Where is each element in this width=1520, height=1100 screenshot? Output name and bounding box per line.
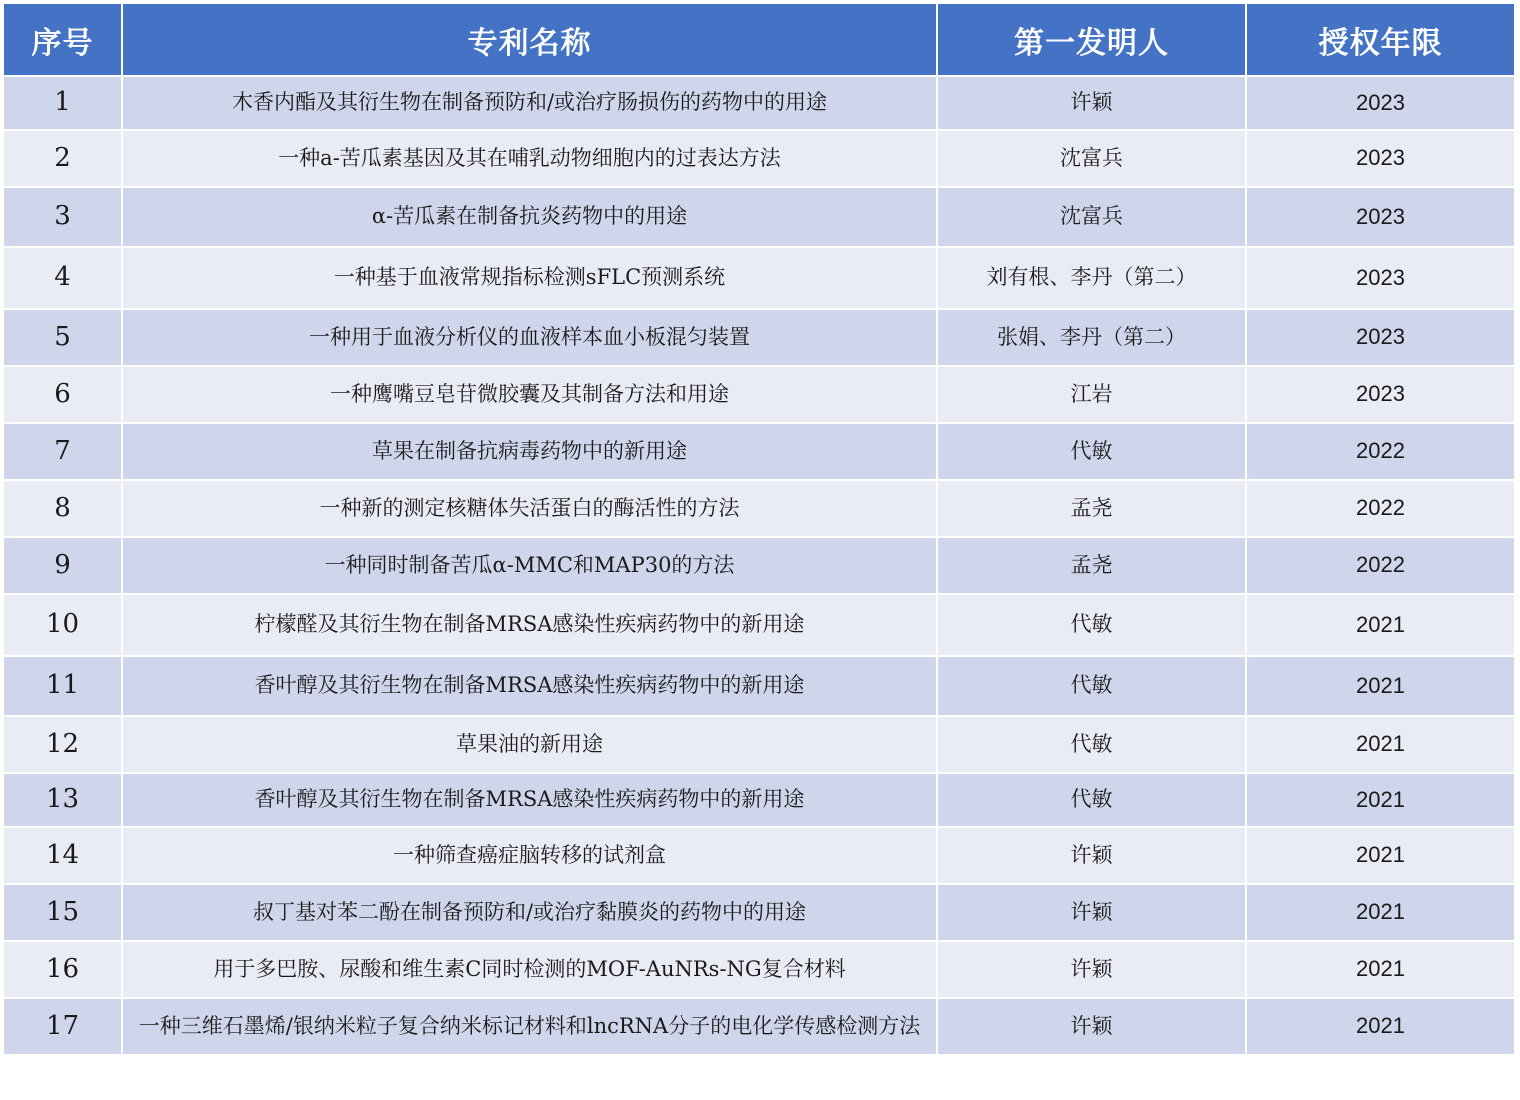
cell-grant-year: 2023: [1246, 247, 1515, 309]
cell-index: 9: [3, 537, 122, 594]
table-row: [3, 366, 1515, 423]
header-patent-name: 专利名称: [122, 3, 937, 76]
table-row: [3, 656, 1515, 716]
header-index: 序号: [3, 3, 122, 76]
cell-index: 16: [3, 941, 122, 998]
table-row: [3, 773, 1515, 827]
cell-index: 12: [3, 716, 122, 773]
table-row: [3, 537, 1515, 594]
cell-first-inventor: 刘有根、李丹（第二）: [937, 247, 1246, 309]
cell-grant-year: 2022: [1246, 480, 1515, 537]
table-body: [3, 76, 1515, 1055]
table-row: [3, 998, 1515, 1055]
cell-patent-name: 用于多巴胺、尿酸和维生素C同时检测的MOF-AuNRs-NG复合材料: [122, 941, 937, 998]
cell-patent-name: 叔丁基对苯二酚在制备预防和/或治疗黏膜炎的药物中的用途: [122, 884, 937, 941]
cell-grant-year: 2021: [1246, 773, 1515, 827]
table-row: [3, 76, 1515, 130]
cell-index: 5: [3, 309, 122, 366]
cell-grant-year: 2021: [1246, 827, 1515, 884]
cell-grant-year: 2022: [1246, 537, 1515, 594]
cell-index: 6: [3, 366, 122, 423]
cell-first-inventor: 代敏: [937, 716, 1246, 773]
table-row: [3, 827, 1515, 884]
cell-grant-year: 2021: [1246, 594, 1515, 656]
cell-grant-year: 2023: [1246, 187, 1515, 247]
cell-first-inventor: 许颖: [937, 76, 1246, 130]
cell-first-inventor: 孟尧: [937, 480, 1246, 537]
cell-grant-year: 2021: [1246, 884, 1515, 941]
cell-grant-year: 2023: [1246, 366, 1515, 423]
cell-first-inventor: 孟尧: [937, 537, 1246, 594]
cell-index: 4: [3, 247, 122, 309]
cell-grant-year: 2023: [1246, 130, 1515, 187]
cell-index: 3: [3, 187, 122, 247]
cell-index: 15: [3, 884, 122, 941]
cell-index: 1: [3, 76, 122, 130]
cell-first-inventor: 许颖: [937, 998, 1246, 1055]
cell-patent-name: 一种同时制备苦瓜α-MMC和MAP30的方法: [122, 537, 937, 594]
patent-table: [2, 2, 1516, 1056]
table-row: [3, 130, 1515, 187]
cell-index: 17: [3, 998, 122, 1055]
table-header: [3, 3, 1515, 76]
header-row: [3, 3, 1515, 76]
cell-first-inventor: 张娟、李丹（第二）: [937, 309, 1246, 366]
table-row: [3, 187, 1515, 247]
cell-index: 14: [3, 827, 122, 884]
table-row: [3, 716, 1515, 773]
cell-first-inventor: 许颖: [937, 827, 1246, 884]
cell-patent-name: α-苦瓜素在制备抗炎药物中的用途: [122, 187, 937, 247]
cell-first-inventor: 沈富兵: [937, 187, 1246, 247]
cell-patent-name: 木香内酯及其衍生物在制备预防和/或治疗肠损伤的药物中的用途: [122, 76, 937, 130]
cell-first-inventor: 代敏: [937, 594, 1246, 656]
table-row: [3, 309, 1515, 366]
cell-patent-name: 香叶醇及其衍生物在制备MRSA感染性疾病药物中的新用途: [122, 656, 937, 716]
cell-grant-year: 2021: [1246, 656, 1515, 716]
cell-patent-name: 草果在制备抗病毒药物中的新用途: [122, 423, 937, 480]
cell-first-inventor: 许颖: [937, 884, 1246, 941]
cell-first-inventor: 代敏: [937, 423, 1246, 480]
cell-index: 8: [3, 480, 122, 537]
table-row: [3, 247, 1515, 309]
table-row: [3, 941, 1515, 998]
table-row: [3, 884, 1515, 941]
cell-patent-name: 一种筛查癌症脑转移的试剂盒: [122, 827, 937, 884]
cell-grant-year: 2021: [1246, 998, 1515, 1055]
header-grant-year: 授权年限: [1246, 3, 1515, 76]
cell-index: 7: [3, 423, 122, 480]
cell-patent-name: 香叶醇及其衍生物在制备MRSA感染性疾病药物中的新用途: [122, 773, 937, 827]
cell-grant-year: 2022: [1246, 423, 1515, 480]
cell-patent-name: 柠檬醛及其衍生物在制备MRSA感染性疾病药物中的新用途: [122, 594, 937, 656]
table-row: [3, 480, 1515, 537]
cell-patent-name: 一种用于血液分析仪的血液样本血小板混匀装置: [122, 309, 937, 366]
cell-index: 13: [3, 773, 122, 827]
cell-grant-year: 2023: [1246, 76, 1515, 130]
cell-patent-name: 一种a-苦瓜素基因及其在哺乳动物细胞内的过表达方法: [122, 130, 937, 187]
cell-first-inventor: 沈富兵: [937, 130, 1246, 187]
cell-patent-name: 一种鹰嘴豆皂苷微胶囊及其制备方法和用途: [122, 366, 937, 423]
cell-grant-year: 2021: [1246, 941, 1515, 998]
cell-patent-name: 一种基于血液常规指标检测sFLC预测系统: [122, 247, 937, 309]
cell-first-inventor: 许颖: [937, 941, 1246, 998]
header-first-inventor: 第一发明人: [937, 3, 1246, 76]
cell-patent-name: 草果油的新用途: [122, 716, 937, 773]
table-row: [3, 594, 1515, 656]
cell-grant-year: 2023: [1246, 309, 1515, 366]
cell-index: 10: [3, 594, 122, 656]
cell-patent-name: 一种三维石墨烯/银纳米粒子复合纳米标记材料和lncRNA分子的电化学传感检测方法: [122, 998, 937, 1055]
cell-first-inventor: 江岩: [937, 366, 1246, 423]
cell-grant-year: 2021: [1246, 716, 1515, 773]
cell-first-inventor: 代敏: [937, 656, 1246, 716]
cell-first-inventor: 代敏: [937, 773, 1246, 827]
cell-index: 11: [3, 656, 122, 716]
cell-index: 2: [3, 130, 122, 187]
table-row: [3, 423, 1515, 480]
cell-patent-name: 一种新的测定核糖体失活蛋白的酶活性的方法: [122, 480, 937, 537]
